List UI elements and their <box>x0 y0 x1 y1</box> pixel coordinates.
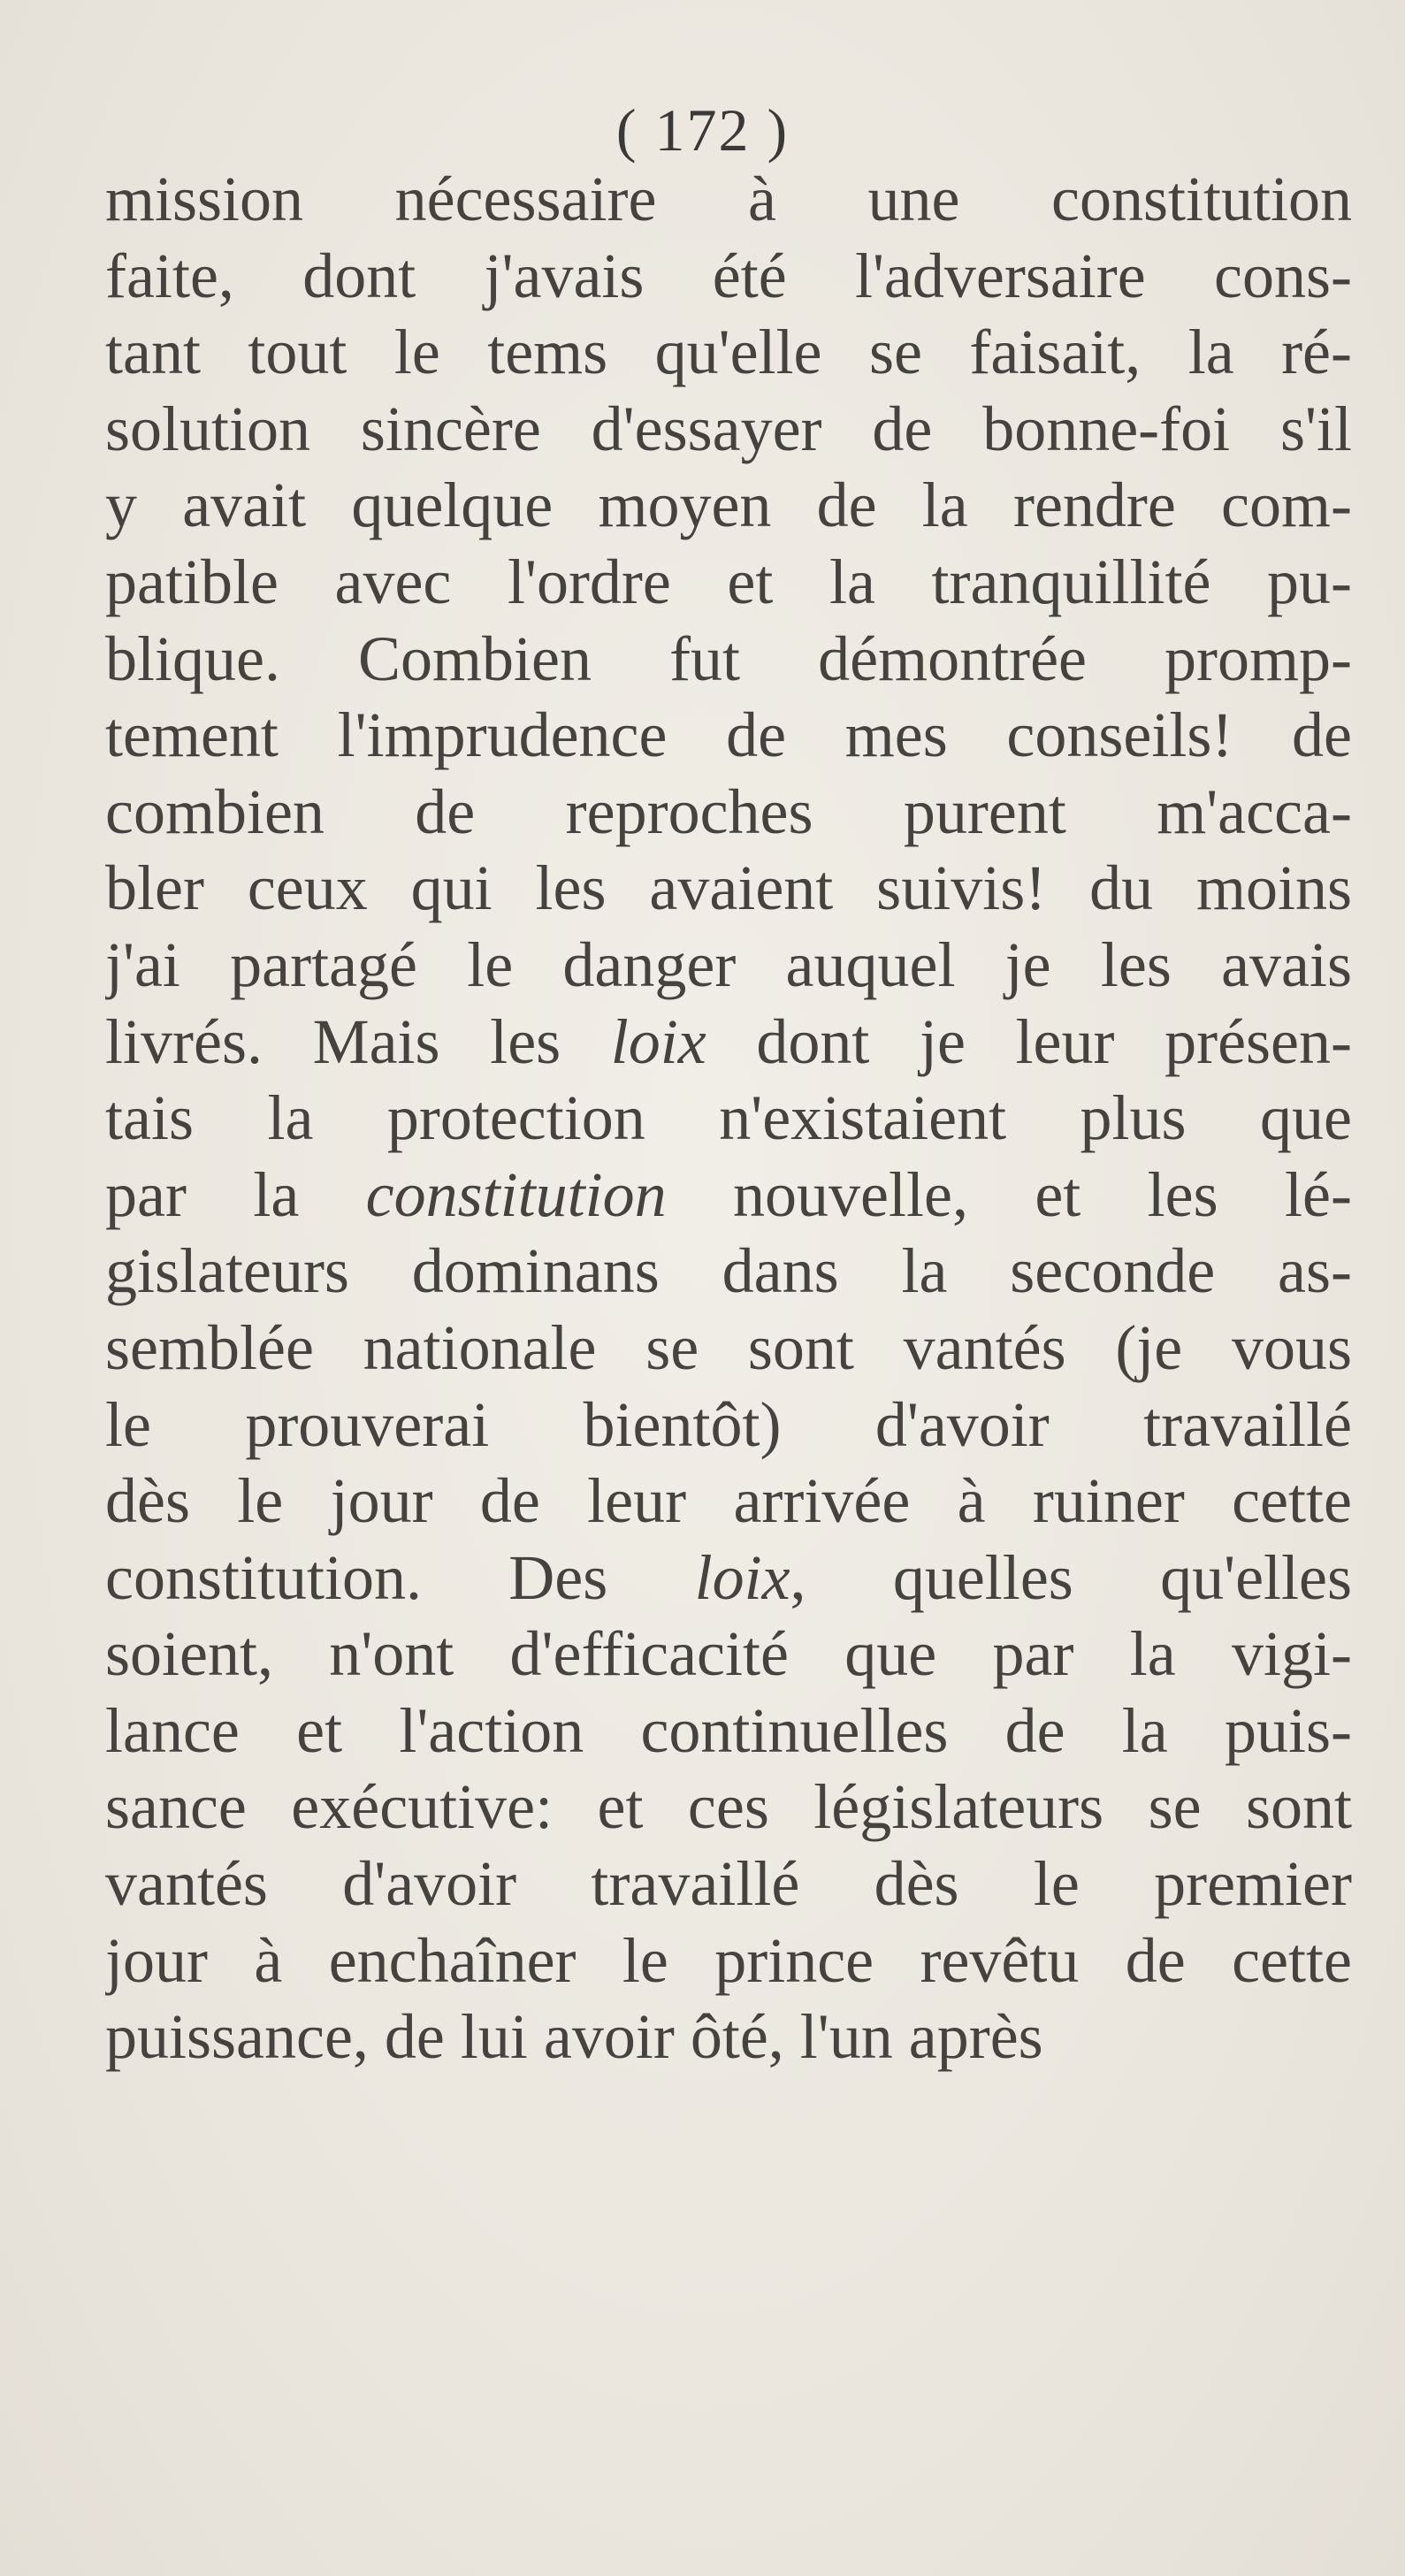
text-line: dès le jour de leur arrivée à ruiner cette <box>105 1465 1352 1537</box>
text-line: livrés. Mais les loix dont je leur présen- <box>105 1005 1352 1077</box>
text-line: constitution. Des loix, quelles qu'elles <box>105 1541 1352 1613</box>
text-line: j'ai partagé le danger auquel je les avais <box>105 929 1352 1000</box>
text-line: tement l'imprudence de mes conseils! de <box>105 699 1352 771</box>
text-line: tant tout le tems qu'elle se faisait, la ré- <box>105 317 1352 388</box>
text-line: soient, n'ont d'efficacité que par la vigi- <box>105 1618 1352 1690</box>
page-body-text <box>105 161 1352 2075</box>
text-line: combien de reproches purent m'acca- <box>105 776 1352 847</box>
text-line: mission nécessaire à une constitution <box>105 164 1352 234</box>
text-line: gislateurs dominans dans la seconde as- <box>105 1235 1352 1307</box>
text-line: patible avec l'ordre et la tranquillité pu- <box>105 546 1352 617</box>
text-line: sance exécutive: et ces législateurs se sont <box>105 1771 1352 1843</box>
text-line: faite, dont j'avais été l'adversaire cons- <box>105 240 1352 311</box>
text-line: blique. Combien fut démontrée promp- <box>105 623 1352 694</box>
text-line: semblée nationale se sont vantés (je vous <box>105 1311 1352 1383</box>
text-line: puissance, de lui avoir ôté, l'un après <box>105 2001 1043 2073</box>
text-line: par la constitution nouvelle, et les lé- <box>105 1158 1352 1230</box>
page-number-header: ( 172 ) <box>615 96 790 164</box>
text-line: solution sincère d'essayer de bonne-foi s'il <box>105 393 1352 464</box>
text-line: bler ceux qui les avaient suivis! du moins <box>105 852 1352 924</box>
text-line: jour à enchaîner le prince revêtu de cette <box>105 1924 1352 1996</box>
text-line: tais la protection n'existaient plus que <box>105 1082 1352 1154</box>
text-line: le prouverai bientôt) d'avoir travaillé <box>105 1388 1352 1460</box>
text-line: y avait quelque moyen de la rendre com- <box>105 470 1352 541</box>
text-line: vantés d'avoir travaillé dès le premier <box>105 1848 1352 1920</box>
text-line: lance et l'action continuelles de la puis- <box>105 1694 1352 1766</box>
